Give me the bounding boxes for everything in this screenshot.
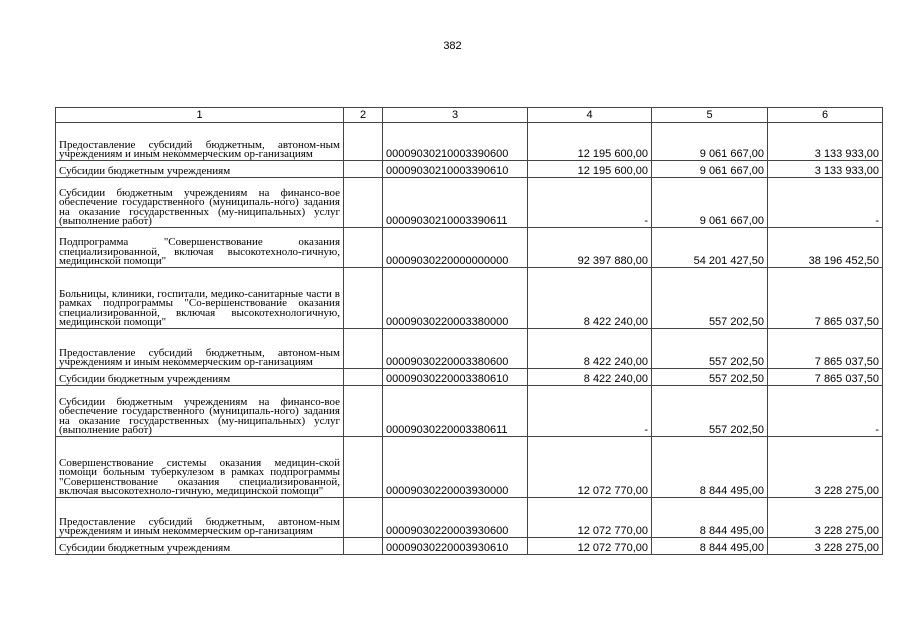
row-column-2 xyxy=(344,123,383,161)
table-row xyxy=(56,386,883,437)
row-value-5: 54 201 427,50 xyxy=(652,228,768,268)
column-header: 3 xyxy=(383,108,528,123)
row-description: Субсидии бюджетным учреждениям xyxy=(56,538,344,555)
row-column-2 xyxy=(344,329,383,369)
row-column-2 xyxy=(344,161,383,178)
row-value-6: 3 228 275,00 xyxy=(768,498,883,538)
row-value-6: 3 228 275,00 xyxy=(768,538,883,555)
table-row xyxy=(56,329,883,369)
row-column-2 xyxy=(344,228,383,268)
row-value-5: 557 202,50 xyxy=(652,386,768,437)
page-number: 382 xyxy=(443,40,462,52)
table-row xyxy=(56,498,883,538)
row-code: 00009030220000000000 xyxy=(383,228,528,268)
row-code: 00009030220003930610 xyxy=(383,538,528,555)
row-column-2 xyxy=(344,369,383,386)
table-row xyxy=(56,369,883,386)
budget-table xyxy=(55,107,883,555)
row-value-4: 12 195 600,00 xyxy=(528,161,652,178)
table-row xyxy=(56,161,883,178)
table-row xyxy=(56,123,883,161)
row-value-5: 9 061 667,00 xyxy=(652,123,768,161)
row-value-5: 9 061 667,00 xyxy=(652,161,768,178)
row-code: 00009030220003930600 xyxy=(383,498,528,538)
row-code: 00009030220003380000 xyxy=(383,268,528,329)
table-header-row xyxy=(56,108,883,123)
row-value-5: 8 844 495,00 xyxy=(652,538,768,555)
row-description: Субсидии бюджетным учреждениям на финансо-вое обеспечение государственного (муниципаль-ного) задания на оказание государственных (му-ниципальных) услуг (выполнение работ) xyxy=(56,386,344,437)
row-value-6: 7 865 037,50 xyxy=(768,329,883,369)
row-description: Предоставление субсидий бюджетным, автоном-ным учреждениям и иным некоммерческим ор-ганизациям xyxy=(56,498,344,538)
row-value-4: 8 422 240,00 xyxy=(528,268,652,329)
row-value-4: 8 422 240,00 xyxy=(528,329,652,369)
row-description: Субсидии бюджетным учреждениям на финансо-вое обеспечение государственного (муниципаль-ного) задания на оказание государственных (му-ниципальных) услуг (выполнение работ) xyxy=(56,178,344,228)
row-value-5: 557 202,50 xyxy=(652,369,768,386)
table-row xyxy=(56,178,883,228)
column-header: 1 xyxy=(56,108,344,123)
row-value-5: 557 202,50 xyxy=(652,268,768,329)
row-description: Субсидии бюджетным учреждениям xyxy=(56,161,344,178)
row-description: Больницы, клиники, госпитали, медико-санитарные части в рамках подпрограммы "Со-вершенствование оказания специализированной, включая высокотехнологичную, медицинской помощи" xyxy=(56,268,344,329)
row-value-4: - xyxy=(528,178,652,228)
row-value-5: 8 844 495,00 xyxy=(652,498,768,538)
row-description: Подпрограмма "Совершенствование оказания специализированной, включая высокотехноло-гичную, медицинской помощи" xyxy=(56,228,344,268)
column-header: 5 xyxy=(652,108,768,123)
row-column-2 xyxy=(344,268,383,329)
row-value-4: 12 195 600,00 xyxy=(528,123,652,161)
row-code: 00009030220003380610 xyxy=(383,369,528,386)
row-value-6: 3 133 933,00 xyxy=(768,123,883,161)
row-description: Предоставление субсидий бюджетным, автоном-ным учреждениям и иным некоммерческим ор-ганизациям xyxy=(56,329,344,369)
row-value-6: 3 228 275,00 xyxy=(768,437,883,498)
table-row xyxy=(56,437,883,498)
row-description: Совершенствование системы оказания медицин-ской помощи больным туберкулезом в рамках подпрограммы "Совершенствование оказания специализированной, включая высокотехноло-гичную, медицинской помощи" xyxy=(56,437,344,498)
row-column-2 xyxy=(344,386,383,437)
row-column-2 xyxy=(344,437,383,498)
row-value-6: 38 196 452,50 xyxy=(768,228,883,268)
row-code: 00009030220003380611 xyxy=(383,386,528,437)
row-code: 00009030210003390611 xyxy=(383,178,528,228)
row-value-6: 7 865 037,50 xyxy=(768,369,883,386)
row-description: Субсидии бюджетным учреждениям xyxy=(56,369,344,386)
table-row xyxy=(56,538,883,555)
column-header: 2 xyxy=(344,108,383,123)
row-code: 00009030210003390610 xyxy=(383,161,528,178)
row-value-4: 8 422 240,00 xyxy=(528,369,652,386)
row-value-6: - xyxy=(768,386,883,437)
table-row xyxy=(56,268,883,329)
table-row xyxy=(56,228,883,268)
row-value-4: 92 397 880,00 xyxy=(528,228,652,268)
row-value-4: 12 072 770,00 xyxy=(528,437,652,498)
row-column-2 xyxy=(344,178,383,228)
row-code: 00009030210003390600 xyxy=(383,123,528,161)
row-code: 00009030220003380600 xyxy=(383,329,528,369)
row-column-2 xyxy=(344,538,383,555)
row-column-2 xyxy=(344,498,383,538)
row-value-6: - xyxy=(768,178,883,228)
row-value-4: - xyxy=(528,386,652,437)
row-value-5: 9 061 667,00 xyxy=(652,178,768,228)
row-code: 00009030220003930000 xyxy=(383,437,528,498)
row-value-4: 12 072 770,00 xyxy=(528,498,652,538)
row-value-5: 8 844 495,00 xyxy=(652,437,768,498)
row-description: Предоставление субсидий бюджетным, автоном-ным учреждениям и иным некоммерческим ор-ганизациям xyxy=(56,123,344,161)
row-value-4: 12 072 770,00 xyxy=(528,538,652,555)
row-value-6: 7 865 037,50 xyxy=(768,268,883,329)
column-header: 4 xyxy=(528,108,652,123)
row-value-5: 557 202,50 xyxy=(652,329,768,369)
row-value-6: 3 133 933,00 xyxy=(768,161,883,178)
column-header: 6 xyxy=(768,108,883,123)
